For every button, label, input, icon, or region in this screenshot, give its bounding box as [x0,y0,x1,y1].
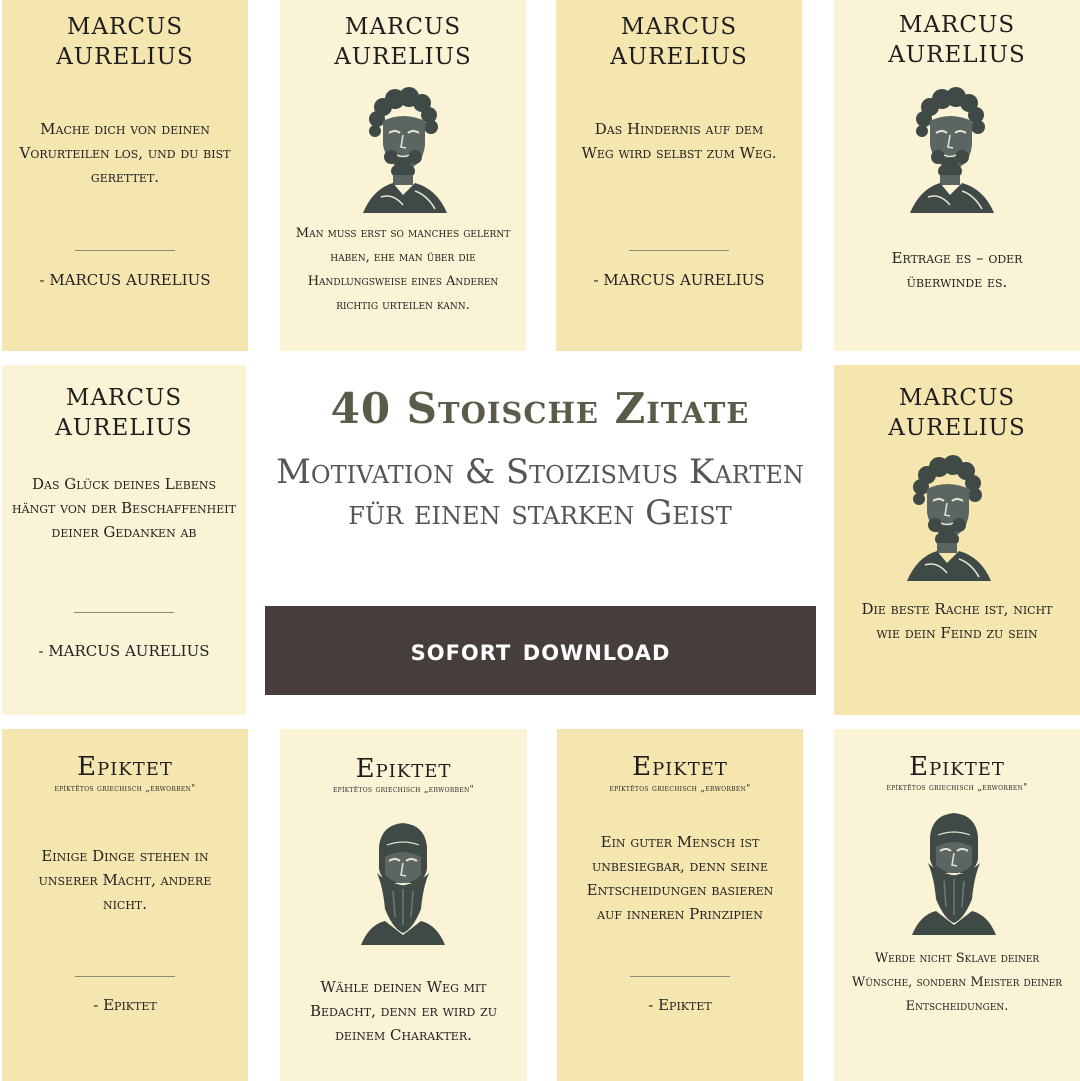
headline: 40 Stoische Zitate [330,384,750,433]
quote-card-7 [2,729,248,1081]
card-quote: Einige Dinge stehen in unserer Macht, andere nicht. [38,847,212,913]
card-author-subtitle: epíktētos griechisch „erworben" [54,784,196,794]
download-button[interactable]: sofort download [265,606,816,695]
card-attribution: - Epiktet [648,996,712,1014]
card-quote: Das Glück deines Lebens hängt von der Beschaffenheit deiner Gedanken ab [12,475,236,541]
card-quote: Wähle deinen Weg mit Bedacht, denn er wird zu deinem Charakter. [309,978,498,1044]
quote-card-2 [280,0,526,351]
marcus-aurelius-bust-icon [897,453,997,583]
divider [630,976,730,977]
quote-card-9 [557,729,803,1081]
card-author-subtitle: epíktētos griechisch „erworben" [609,784,751,794]
subheadline: Motivation & Stoizismus Karten für einen starken Geist [276,452,804,533]
card-author-subtitle: epíktētos griechisch „erworben" [332,785,475,795]
epiktet-bust-icon [904,807,1004,937]
card-quote: Das Hindernis auf dem Weg wird selbst zum Weg. [581,120,777,162]
card-attribution: - MARCUS AURELIUS [38,642,210,660]
card-author-name: Epiktet [77,752,173,782]
quote-card-5 [2,365,246,715]
card-attribution: - Epiktet [93,996,157,1014]
marcus-aurelius-bust-icon [353,85,453,215]
divider [74,612,174,613]
divider [75,250,175,251]
card-quote: Mache dich von deinen Vorurteilen los, und du bist gerettet. [19,120,231,186]
card-attribution: - MARCUS AURELIUS [39,271,211,289]
card-author-name: Epiktet [909,752,1005,782]
card-quote: Die beste Rache ist, nicht wie dein Feind zu sein [861,600,1053,642]
quote-card-1 [2,0,248,351]
quote-card-4 [834,0,1080,351]
quote-card-3 [556,0,802,351]
card-attribution: - MARCUS AURELIUS [593,271,765,289]
card-author-name: MARCUS AURELIUS [888,385,1026,441]
card-author-name: Epiktet [632,752,728,782]
card-quote: Ertrage es – oder überwinde es. [891,249,1023,291]
card-author-name: MARCUS AURELIUS [888,12,1026,68]
card-quote: Werde nicht Sklave deiner Wünsche, sondern Meister deiner Entscheidungen. [851,951,1063,1014]
card-author-subtitle: epíktētos griechisch „erworben" [886,783,1028,793]
card-author-name: MARCUS AURELIUS [610,14,748,70]
card-author-name: MARCUS AURELIUS [55,385,193,441]
epiktet-bust-icon [353,817,453,947]
divider [629,250,729,251]
card-quote: Ein guter Mensch ist unbesiegbar, denn seine Entscheidungen basieren auf inneren Prinzipien [586,833,774,923]
card-author-name: MARCUS AURELIUS [334,14,472,70]
quote-card-6 [834,365,1080,715]
card-author-name: Epiktet [355,754,452,784]
card-quote: Man muss erst so manches gelernt haben, ehe man über die Handlungsweise eines Anderen richtig urteilen kann. [295,226,511,313]
card-author-name: MARCUS AURELIUS [56,14,194,70]
quote-card-8 [280,729,527,1081]
marcus-aurelius-bust-icon [900,85,1000,215]
quote-card-10 [834,729,1080,1081]
divider [75,976,175,977]
